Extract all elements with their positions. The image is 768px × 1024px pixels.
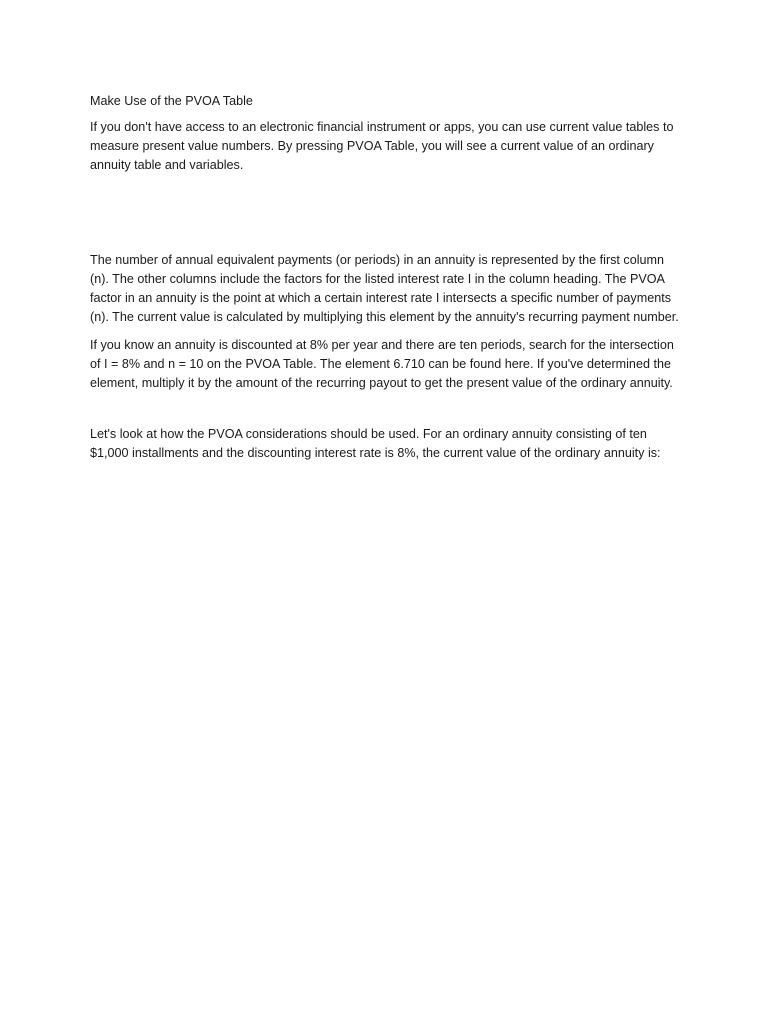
paragraph-columns: The number of annual equivalent payments (or periods) in an annuity is represented by the first column (n). The other columns include the factors for the listed interest rate I in the column heading. The PVOA factor in an annuity is the point at which a certain interest rate I intersects a specific number of payments (n). The current value is calculated by multiplying this element by the annuity's recurring payment number. xyxy=(90,253,679,324)
paragraph-intro: If you don't have access to an electronic financial instrument or apps, you can use current value tables to measure present value numbers. By pressing PVOA Table, you will see a current value of an ordinary annuity table and variables. xyxy=(90,120,674,172)
document-heading: Make Use of the PVOA Table xyxy=(90,94,253,108)
paragraph-example: If you know an annuity is discounted at 8% per year and there are ten periods, search for the intersection of I = 8% and n = 10 on the PVOA Table. The element 6.710 can be found here. If you've determined the element, multiply it by the amount of the recurring payout to get the present value of the ordinary annuity. xyxy=(90,338,674,390)
blank-space xyxy=(90,184,680,251)
paragraph-calculation: Let's look at how the PVOA considerations should be used. For an ordinary annuity consisting of ten $1,000 installments and the discounting interest rate is 8%, the current value of the ordinary annuity is: xyxy=(90,427,661,460)
blank-space-2 xyxy=(90,402,680,425)
document-body xyxy=(90,92,680,472)
